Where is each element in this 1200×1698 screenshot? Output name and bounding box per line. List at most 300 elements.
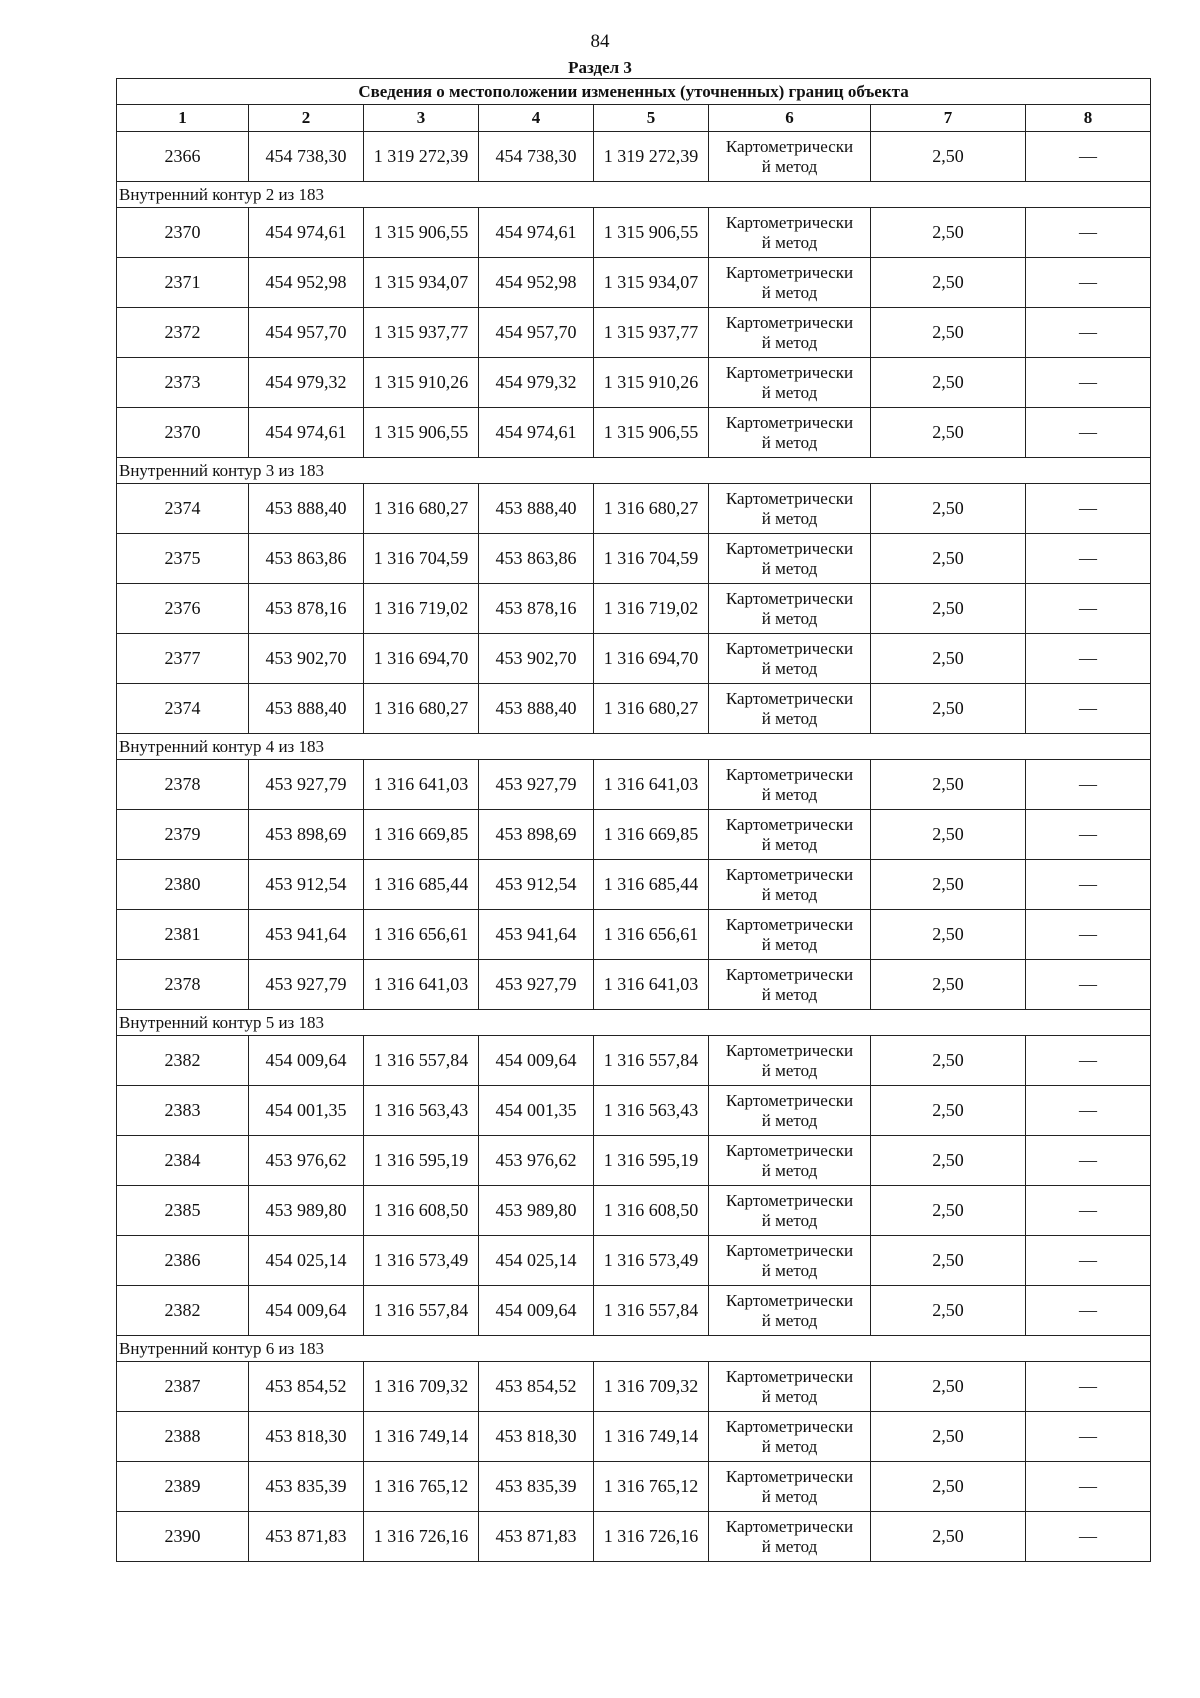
method-text-line1: Картометрически <box>725 1366 854 1386</box>
method-text-line2: й метод <box>761 658 818 678</box>
existing-x-cell: 454 009,64 <box>249 1286 364 1336</box>
accuracy-cell: 2,50 <box>871 258 1026 308</box>
existing-y-cell: 1 316 641,03 <box>364 760 479 810</box>
existing-y-cell: 1 316 641,03 <box>364 960 479 1010</box>
method-cell <box>709 1362 871 1412</box>
refined-x-cell: 453 976,62 <box>479 1136 594 1186</box>
existing-x-cell: 453 871,83 <box>249 1512 364 1562</box>
refined-y-cell: 1 316 641,03 <box>594 960 709 1010</box>
table-row <box>117 860 1151 910</box>
method-cell <box>709 308 871 358</box>
description-cell: — <box>1026 1512 1151 1562</box>
column-number: 7 <box>871 105 1026 132</box>
description-cell: — <box>1026 684 1151 734</box>
method-cell <box>709 358 871 408</box>
method-text-line1: Картометрически <box>725 1416 854 1436</box>
refined-y-cell: 1 316 563,43 <box>594 1086 709 1136</box>
accuracy-cell: 2,50 <box>871 810 1026 860</box>
method-text-line2: й метод <box>761 1110 818 1130</box>
accuracy-cell: 2,50 <box>871 910 1026 960</box>
existing-y-cell: 1 316 749,14 <box>364 1412 479 1462</box>
existing-y-cell: 1 316 557,84 <box>364 1036 479 1086</box>
method-cell <box>709 408 871 458</box>
contour-heading: Внутренний контур 6 из 183 <box>117 1336 1151 1362</box>
refined-x-cell: 453 888,40 <box>479 684 594 734</box>
accuracy-cell: 2,50 <box>871 684 1026 734</box>
method-text-line1: Картометрически <box>725 814 854 834</box>
method-text-line2: й метод <box>761 1060 818 1080</box>
existing-x-cell: 454 952,98 <box>249 258 364 308</box>
contour-heading: Внутренний контур 3 из 183 <box>117 458 1151 484</box>
method-text-line1: Картометрически <box>725 1240 854 1260</box>
table-row <box>117 132 1151 182</box>
column-number-row <box>117 105 1151 132</box>
description-cell: — <box>1026 960 1151 1010</box>
accuracy-cell: 2,50 <box>871 308 1026 358</box>
description-cell: — <box>1026 308 1151 358</box>
accuracy-cell: 2,50 <box>871 1362 1026 1412</box>
point-number-cell: 2375 <box>117 534 249 584</box>
table-row <box>117 1136 1151 1186</box>
existing-y-cell: 1 315 906,55 <box>364 208 479 258</box>
method-cell <box>709 1512 871 1562</box>
point-number-cell: 2390 <box>117 1512 249 1562</box>
method-text-line1: Картометрически <box>725 964 854 984</box>
method-text-line1: Картометрически <box>725 1190 854 1210</box>
existing-x-cell: 453 976,62 <box>249 1136 364 1186</box>
contour-heading: Внутренний контур 4 из 183 <box>117 734 1151 760</box>
method-text-line1: Картометрически <box>725 262 854 282</box>
point-number-cell: 2384 <box>117 1136 249 1186</box>
method-cell <box>709 760 871 810</box>
method-text-line2: й метод <box>761 558 818 578</box>
refined-y-cell: 1 315 906,55 <box>594 208 709 258</box>
method-cell <box>709 910 871 960</box>
existing-y-cell: 1 316 719,02 <box>364 584 479 634</box>
table-row <box>117 534 1151 584</box>
description-cell: — <box>1026 910 1151 960</box>
existing-y-cell: 1 316 608,50 <box>364 1186 479 1236</box>
existing-x-cell: 454 957,70 <box>249 308 364 358</box>
accuracy-cell: 2,50 <box>871 960 1026 1010</box>
table-row <box>117 1036 1151 1086</box>
contour-heading: Внутренний контур 5 из 183 <box>117 1010 1151 1036</box>
point-number-cell: 2381 <box>117 910 249 960</box>
method-cell <box>709 258 871 308</box>
method-text-line2: й метод <box>761 1436 818 1456</box>
accuracy-cell: 2,50 <box>871 1236 1026 1286</box>
description-cell: — <box>1026 860 1151 910</box>
method-cell <box>709 1186 871 1236</box>
table-row <box>117 358 1151 408</box>
table-row <box>117 208 1151 258</box>
table-row <box>117 1186 1151 1236</box>
contour-heading-row <box>117 734 1151 760</box>
description-cell: — <box>1026 1462 1151 1512</box>
refined-y-cell: 1 315 934,07 <box>594 258 709 308</box>
refined-x-cell: 454 009,64 <box>479 1036 594 1086</box>
refined-y-cell: 1 316 680,27 <box>594 484 709 534</box>
accuracy-cell: 2,50 <box>871 1086 1026 1136</box>
accuracy-cell: 2,50 <box>871 408 1026 458</box>
description-cell: — <box>1026 208 1151 258</box>
description-cell: — <box>1026 358 1151 408</box>
existing-y-cell: 1 316 595,19 <box>364 1136 479 1186</box>
table-row <box>117 1236 1151 1286</box>
method-text-line1: Картометрически <box>725 488 854 508</box>
table-row <box>117 1086 1151 1136</box>
table-row <box>117 484 1151 534</box>
method-text-line2: й метод <box>761 1310 818 1330</box>
method-text-line2: й метод <box>761 608 818 628</box>
point-number-cell: 2370 <box>117 408 249 458</box>
existing-y-cell: 1 315 906,55 <box>364 408 479 458</box>
method-text-line2: й метод <box>761 1536 818 1556</box>
accuracy-cell: 2,50 <box>871 358 1026 408</box>
refined-y-cell: 1 316 765,12 <box>594 1462 709 1512</box>
description-cell: — <box>1026 132 1151 182</box>
method-text-line1: Картометрически <box>725 1516 854 1536</box>
refined-y-cell: 1 316 557,84 <box>594 1036 709 1086</box>
table-body <box>117 132 1151 1562</box>
method-text-line2: й метод <box>761 282 818 302</box>
method-text-line2: й метод <box>761 432 818 452</box>
accuracy-cell: 2,50 <box>871 534 1026 584</box>
point-number-cell: 2386 <box>117 1236 249 1286</box>
method-text-line1: Картометрически <box>725 412 854 432</box>
refined-y-cell: 1 316 641,03 <box>594 760 709 810</box>
point-number-cell: 2366 <box>117 132 249 182</box>
existing-x-cell: 453 927,79 <box>249 760 364 810</box>
table-caption: Сведения о местоположении измененных (уточненных) границ объекта <box>117 79 1151 105</box>
description-cell: — <box>1026 258 1151 308</box>
existing-y-cell: 1 316 680,27 <box>364 484 479 534</box>
refined-y-cell: 1 316 704,59 <box>594 534 709 584</box>
method-text-line2: й метод <box>761 784 818 804</box>
existing-x-cell: 453 989,80 <box>249 1186 364 1236</box>
description-cell: — <box>1026 1036 1151 1086</box>
existing-x-cell: 454 025,14 <box>249 1236 364 1286</box>
refined-y-cell: 1 316 573,49 <box>594 1236 709 1286</box>
table-row <box>117 1362 1151 1412</box>
refined-x-cell: 453 927,79 <box>479 760 594 810</box>
refined-y-cell: 1 316 669,85 <box>594 810 709 860</box>
accuracy-cell: 2,50 <box>871 860 1026 910</box>
method-cell <box>709 1286 871 1336</box>
existing-x-cell: 453 878,16 <box>249 584 364 634</box>
method-text-line2: й метод <box>761 1386 818 1406</box>
column-number: 2 <box>249 105 364 132</box>
point-number-cell: 2374 <box>117 484 249 534</box>
refined-y-cell: 1 315 937,77 <box>594 308 709 358</box>
method-cell <box>709 1036 871 1086</box>
method-cell <box>709 132 871 182</box>
contour-heading-row <box>117 1010 1151 1036</box>
existing-x-cell: 453 902,70 <box>249 634 364 684</box>
description-cell: — <box>1026 760 1151 810</box>
method-text-line1: Картометрически <box>725 914 854 934</box>
existing-y-cell: 1 316 726,16 <box>364 1512 479 1562</box>
accuracy-cell: 2,50 <box>871 484 1026 534</box>
method-cell <box>709 1412 871 1462</box>
contour-heading-row <box>117 1336 1151 1362</box>
refined-x-cell: 454 952,98 <box>479 258 594 308</box>
existing-y-cell: 1 316 573,49 <box>364 1236 479 1286</box>
point-number-cell: 2382 <box>117 1286 249 1336</box>
refined-x-cell: 454 974,61 <box>479 208 594 258</box>
boundary-coordinates-table <box>116 78 1151 1562</box>
existing-x-cell: 454 009,64 <box>249 1036 364 1086</box>
existing-x-cell: 453 863,86 <box>249 534 364 584</box>
description-cell: — <box>1026 634 1151 684</box>
method-cell <box>709 1136 871 1186</box>
point-number-cell: 2373 <box>117 358 249 408</box>
method-text-line1: Картометрически <box>725 1290 854 1310</box>
table-row <box>117 584 1151 634</box>
existing-y-cell: 1 316 704,59 <box>364 534 479 584</box>
existing-y-cell: 1 316 765,12 <box>364 1462 479 1512</box>
table-row <box>117 960 1151 1010</box>
contour-heading: Внутренний контур 2 из 183 <box>117 182 1151 208</box>
method-text-line1: Картометрически <box>725 1090 854 1110</box>
table-caption-row <box>117 79 1151 105</box>
refined-x-cell: 454 025,14 <box>479 1236 594 1286</box>
method-cell <box>709 860 871 910</box>
existing-x-cell: 454 974,61 <box>249 408 364 458</box>
method-text-line2: й метод <box>761 984 818 1004</box>
existing-y-cell: 1 315 910,26 <box>364 358 479 408</box>
existing-y-cell: 1 315 937,77 <box>364 308 479 358</box>
method-cell <box>709 810 871 860</box>
refined-x-cell: 454 957,70 <box>479 308 594 358</box>
refined-y-cell: 1 319 272,39 <box>594 132 709 182</box>
point-number-cell: 2377 <box>117 634 249 684</box>
method-text-line1: Картометрически <box>725 1040 854 1060</box>
description-cell: — <box>1026 810 1151 860</box>
description-cell: — <box>1026 408 1151 458</box>
description-cell: — <box>1026 1362 1151 1412</box>
refined-x-cell: 453 989,80 <box>479 1186 594 1236</box>
table-row <box>117 760 1151 810</box>
column-number: 8 <box>1026 105 1151 132</box>
table-row <box>117 1512 1151 1562</box>
point-number-cell: 2378 <box>117 960 249 1010</box>
accuracy-cell: 2,50 <box>871 584 1026 634</box>
method-text-line1: Картометрически <box>725 864 854 884</box>
table-row <box>117 1412 1151 1462</box>
method-text-line1: Картометрически <box>725 312 854 332</box>
existing-y-cell: 1 319 272,39 <box>364 132 479 182</box>
existing-y-cell: 1 315 934,07 <box>364 258 479 308</box>
accuracy-cell: 2,50 <box>871 1136 1026 1186</box>
method-text-line1: Картометрически <box>725 212 854 232</box>
refined-x-cell: 453 888,40 <box>479 484 594 534</box>
refined-y-cell: 1 316 656,61 <box>594 910 709 960</box>
column-number: 1 <box>117 105 249 132</box>
point-number-cell: 2388 <box>117 1412 249 1462</box>
method-text-line2: й метод <box>761 508 818 528</box>
refined-y-cell: 1 316 694,70 <box>594 634 709 684</box>
method-text-line2: й метод <box>761 1160 818 1180</box>
method-text-line2: й метод <box>761 1260 818 1280</box>
refined-x-cell: 453 902,70 <box>479 634 594 684</box>
existing-x-cell: 454 979,32 <box>249 358 364 408</box>
existing-y-cell: 1 316 694,70 <box>364 634 479 684</box>
method-text-line1: Картометрически <box>725 638 854 658</box>
accuracy-cell: 2,50 <box>871 1286 1026 1336</box>
description-cell: — <box>1026 1286 1151 1336</box>
method-text-line1: Картометрически <box>725 588 854 608</box>
description-cell: — <box>1026 484 1151 534</box>
description-cell: — <box>1026 584 1151 634</box>
refined-y-cell: 1 316 557,84 <box>594 1286 709 1336</box>
accuracy-cell: 2,50 <box>871 1512 1026 1562</box>
refined-y-cell: 1 316 726,16 <box>594 1512 709 1562</box>
refined-x-cell: 454 738,30 <box>479 132 594 182</box>
contour-heading-row <box>117 182 1151 208</box>
method-text-line2: й метод <box>761 232 818 252</box>
method-cell <box>709 484 871 534</box>
existing-x-cell: 453 927,79 <box>249 960 364 1010</box>
refined-y-cell: 1 316 719,02 <box>594 584 709 634</box>
method-text-line2: й метод <box>761 156 818 176</box>
method-cell <box>709 1236 871 1286</box>
point-number-cell: 2370 <box>117 208 249 258</box>
point-number-cell: 2378 <box>117 760 249 810</box>
existing-x-cell: 453 941,64 <box>249 910 364 960</box>
column-number: 3 <box>364 105 479 132</box>
accuracy-cell: 2,50 <box>871 208 1026 258</box>
existing-x-cell: 453 898,69 <box>249 810 364 860</box>
existing-y-cell: 1 316 563,43 <box>364 1086 479 1136</box>
existing-y-cell: 1 316 680,27 <box>364 684 479 734</box>
method-text-line1: Картометрически <box>725 538 854 558</box>
existing-x-cell: 453 888,40 <box>249 684 364 734</box>
point-number-cell: 2380 <box>117 860 249 910</box>
existing-y-cell: 1 316 685,44 <box>364 860 479 910</box>
accuracy-cell: 2,50 <box>871 634 1026 684</box>
method-cell <box>709 208 871 258</box>
refined-x-cell: 454 979,32 <box>479 358 594 408</box>
refined-y-cell: 1 315 906,55 <box>594 408 709 458</box>
method-text-line2: й метод <box>761 884 818 904</box>
method-cell <box>709 1086 871 1136</box>
method-text-line1: Картометрически <box>725 764 854 784</box>
refined-y-cell: 1 316 749,14 <box>594 1412 709 1462</box>
refined-x-cell: 453 927,79 <box>479 960 594 1010</box>
table-row <box>117 634 1151 684</box>
existing-x-cell: 454 738,30 <box>249 132 364 182</box>
method-text-line2: й метод <box>761 708 818 728</box>
table-row <box>117 408 1151 458</box>
description-cell: — <box>1026 534 1151 584</box>
existing-x-cell: 453 835,39 <box>249 1462 364 1512</box>
existing-x-cell: 453 818,30 <box>249 1412 364 1462</box>
refined-x-cell: 454 001,35 <box>479 1086 594 1136</box>
method-text-line2: й метод <box>761 834 818 854</box>
method-text-line1: Картометрически <box>725 688 854 708</box>
point-number-cell: 2379 <box>117 810 249 860</box>
refined-y-cell: 1 315 910,26 <box>594 358 709 408</box>
table-row <box>117 1286 1151 1336</box>
contour-heading-row <box>117 458 1151 484</box>
refined-x-cell: 453 878,16 <box>479 584 594 634</box>
refined-x-cell: 453 898,69 <box>479 810 594 860</box>
refined-y-cell: 1 316 595,19 <box>594 1136 709 1186</box>
point-number-cell: 2376 <box>117 584 249 634</box>
existing-x-cell: 453 888,40 <box>249 484 364 534</box>
method-text-line2: й метод <box>761 332 818 352</box>
refined-y-cell: 1 316 680,27 <box>594 684 709 734</box>
method-text-line2: й метод <box>761 1486 818 1506</box>
method-cell <box>709 960 871 1010</box>
method-text-line1: Картометрически <box>725 1140 854 1160</box>
method-text-line2: й метод <box>761 382 818 402</box>
accuracy-cell: 2,50 <box>871 760 1026 810</box>
table-row <box>117 810 1151 860</box>
point-number-cell: 2389 <box>117 1462 249 1512</box>
refined-x-cell: 453 854,52 <box>479 1362 594 1412</box>
method-cell <box>709 584 871 634</box>
point-number-cell: 2387 <box>117 1362 249 1412</box>
point-number-cell: 2374 <box>117 684 249 734</box>
refined-x-cell: 453 863,86 <box>479 534 594 584</box>
table-row <box>117 910 1151 960</box>
existing-y-cell: 1 316 656,61 <box>364 910 479 960</box>
refined-x-cell: 453 871,83 <box>479 1512 594 1562</box>
point-number-cell: 2371 <box>117 258 249 308</box>
description-cell: — <box>1026 1136 1151 1186</box>
point-number-cell: 2382 <box>117 1036 249 1086</box>
method-cell <box>709 684 871 734</box>
method-text-line1: Картометрически <box>725 136 854 156</box>
page-number: 84 <box>590 31 610 52</box>
description-cell: — <box>1026 1086 1151 1136</box>
accuracy-cell: 2,50 <box>871 1412 1026 1462</box>
method-text-line1: Картометрически <box>725 1466 854 1486</box>
existing-y-cell: 1 316 669,85 <box>364 810 479 860</box>
accuracy-cell: 2,50 <box>871 1462 1026 1512</box>
existing-x-cell: 453 854,52 <box>249 1362 364 1412</box>
table-row <box>117 684 1151 734</box>
method-text-line2: й метод <box>761 1210 818 1230</box>
description-cell: — <box>1026 1186 1151 1236</box>
refined-x-cell: 453 912,54 <box>479 860 594 910</box>
refined-y-cell: 1 316 709,32 <box>594 1362 709 1412</box>
method-cell <box>709 634 871 684</box>
existing-x-cell: 453 912,54 <box>249 860 364 910</box>
refined-x-cell: 454 974,61 <box>479 408 594 458</box>
description-cell: — <box>1026 1412 1151 1462</box>
existing-y-cell: 1 316 709,32 <box>364 1362 479 1412</box>
existing-y-cell: 1 316 557,84 <box>364 1286 479 1336</box>
method-cell <box>709 1462 871 1512</box>
refined-x-cell: 453 941,64 <box>479 910 594 960</box>
accuracy-cell: 2,50 <box>871 132 1026 182</box>
column-number: 5 <box>594 105 709 132</box>
refined-y-cell: 1 316 685,44 <box>594 860 709 910</box>
refined-x-cell: 453 818,30 <box>479 1412 594 1462</box>
existing-x-cell: 454 974,61 <box>249 208 364 258</box>
accuracy-cell: 2,50 <box>871 1186 1026 1236</box>
refined-x-cell: 454 009,64 <box>479 1286 594 1336</box>
column-number: 4 <box>479 105 594 132</box>
table-row <box>117 258 1151 308</box>
description-cell: — <box>1026 1236 1151 1286</box>
method-text-line2: й метод <box>761 934 818 954</box>
method-text-line1: Картометрически <box>725 362 854 382</box>
section-title: Раздел 3 <box>568 58 632 77</box>
